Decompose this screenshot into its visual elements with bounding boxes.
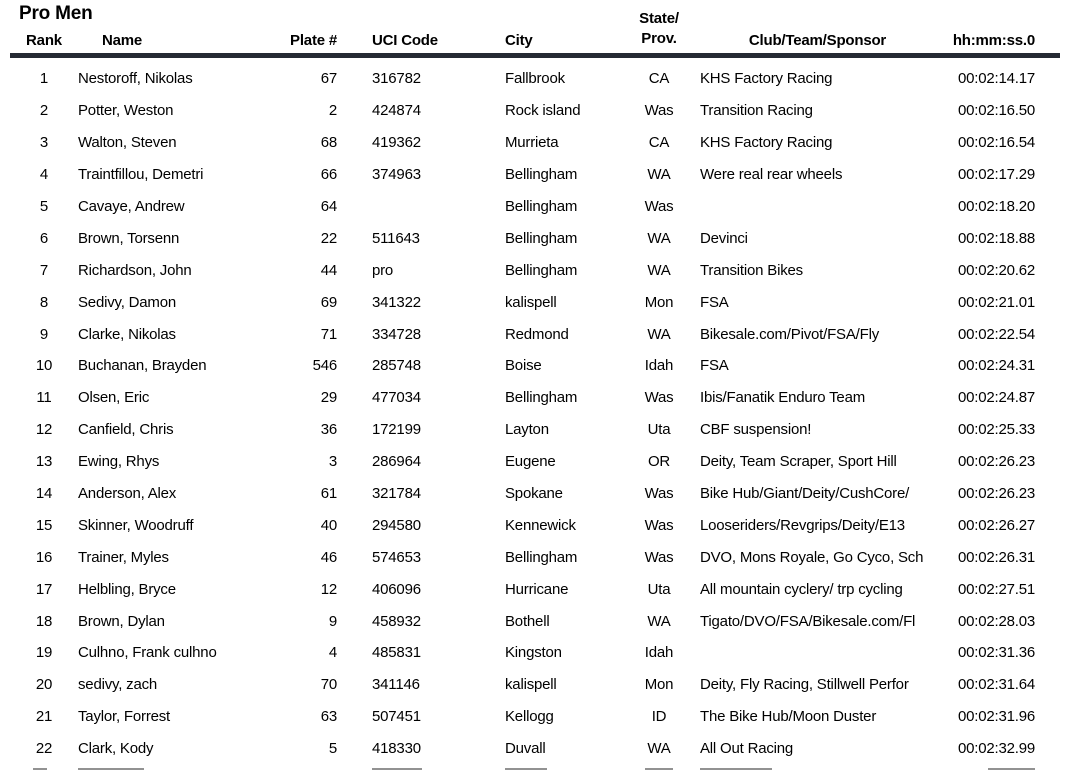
table-row: [10, 605, 1060, 637]
column-header-plate: Plate #: [290, 32, 337, 49]
cell-name: Richardson, John: [78, 261, 192, 279]
cell-plate: 69: [320, 293, 337, 311]
table-row: [10, 254, 1060, 286]
cell-rank: 1: [39, 70, 49, 88]
cell-name: Skinner, Woodruff: [78, 516, 194, 534]
cell-uci-code: 507451: [372, 708, 421, 726]
cell-plate: 66: [320, 166, 337, 184]
cell-name: Clarke, Nikolas: [78, 325, 176, 343]
cell-rank: 3: [39, 134, 49, 152]
cell-name: Potter, Weston: [78, 102, 174, 120]
cell-state-prov: Uta: [647, 421, 671, 439]
table-row: [10, 191, 1060, 223]
cell-time: 00:02:26.27: [957, 516, 1035, 534]
column-header-rank: Rank: [26, 32, 62, 49]
cell-club-team-sponsor: Looseriders/Revgrips/Deity/E13: [700, 516, 905, 534]
cell-uci-code: 341322: [372, 293, 421, 311]
cell-time: 00:02:32.99: [957, 740, 1035, 758]
cell-rank: 10: [35, 357, 53, 375]
cell-state-prov: ID: [651, 708, 667, 726]
cell-city: Redmond: [505, 325, 569, 343]
cell-rank: 9: [39, 325, 49, 343]
cell-name: Anderson, Alex: [78, 485, 177, 503]
cell-time: 00:02:27.51: [957, 580, 1035, 598]
cell-uci-code: 334728: [372, 325, 421, 343]
table-row: [10, 95, 1060, 127]
cell-uci-code: 424874: [372, 102, 421, 120]
cell-time: 00:02:18.88: [957, 229, 1035, 247]
cell-rank: 7: [39, 261, 49, 279]
cell-name: Taylor, Forrest: [78, 708, 171, 726]
cell-club-team-sponsor: CBF suspension!: [700, 421, 812, 439]
cell-club-team-sponsor: Deity, Fly Racing, Stillwell Perfor: [700, 676, 909, 694]
cell-plate: 63: [320, 708, 337, 726]
column-header-state-prov: [638, 9, 680, 50]
cell-city: Bellingham: [505, 229, 578, 247]
cell-state-prov: Idah: [644, 357, 674, 375]
table-row: [10, 573, 1060, 605]
cell-club-team-sponsor: FSA: [700, 293, 729, 311]
table-row: [10, 701, 1060, 733]
cell-club-team-sponsor: KHS Factory Racing: [700, 70, 833, 88]
table-row: [10, 478, 1060, 510]
cell-state-prov: Idah: [644, 644, 674, 662]
cell-plate: 67: [320, 70, 337, 88]
table-row: [10, 541, 1060, 573]
cell-name: Walton, Steven: [78, 134, 177, 152]
cell-uci-code: 341146: [372, 676, 420, 694]
cell-name: Trainer, Myles: [78, 548, 169, 566]
cell-uci-code: 286964: [372, 453, 421, 471]
cell-club-team-sponsor: All mountain cyclery/ trp cycling: [700, 580, 903, 598]
cell-time: 00:02:26.23: [957, 485, 1035, 503]
cell-state-prov: CA: [648, 70, 670, 88]
cell-plate: 36: [320, 421, 337, 439]
cell-club-team-sponsor: Devinci: [700, 229, 748, 247]
cell-plate: 5: [328, 740, 337, 758]
cell-name: Brown, Torsenn: [78, 229, 180, 247]
cell-time: 00:02:16.54: [957, 134, 1035, 152]
table-row: [10, 127, 1060, 159]
cell-time: 00:02:18.20: [957, 198, 1035, 215]
cell-city: Rock island: [505, 102, 581, 120]
cell-name: Nestoroff, Nikolas: [78, 70, 193, 88]
table-row: [10, 63, 1060, 95]
cell-city: Eugene: [505, 453, 556, 471]
cell-time: 00:02:14.17: [957, 70, 1035, 88]
cell-name: Brown, Dylan: [78, 612, 165, 630]
cell-state-prov: Was: [644, 485, 674, 503]
table-row: [10, 286, 1060, 318]
table-row: [10, 382, 1060, 414]
cell-city: Hurricane: [505, 580, 569, 598]
cell-state-prov: Uta: [647, 580, 671, 598]
cell-plate: 46: [320, 548, 337, 566]
cell-plate: 12: [320, 580, 337, 598]
cell-plate: 9: [328, 612, 337, 630]
cell-plate: 29: [320, 389, 337, 407]
cell-city: Bellingham: [505, 198, 578, 215]
cell-plate: 70: [320, 676, 337, 694]
cell-state-prov: Was: [644, 198, 674, 215]
cell-city: Bellingham: [505, 261, 578, 279]
cell-rank: 21: [35, 708, 53, 726]
cell-plate: 40: [320, 516, 337, 534]
cell-club-team-sponsor: FSA: [700, 357, 729, 375]
cell-uci-code: 477034: [372, 389, 421, 407]
cell-name: Traintfillou, Demetri: [78, 166, 204, 184]
cell-time: 00:02:31.36: [957, 644, 1035, 662]
cell-uci-code: 374963: [372, 166, 421, 184]
cell-time: 00:02:16.50: [957, 102, 1035, 120]
cell-rank: 11: [36, 389, 52, 407]
cell-plate: 2: [328, 102, 337, 120]
cell-name: Sedivy, Damon: [78, 293, 176, 311]
cell-state-prov: CA: [648, 134, 670, 152]
column-header-city: City: [505, 32, 533, 49]
cell-state-prov: WA: [647, 229, 671, 247]
cell-rank: 8: [39, 293, 49, 311]
cell-name: Olsen, Eric: [78, 389, 150, 407]
table-row: [10, 446, 1060, 478]
cell-club-team-sponsor: DVO, Mons Royale, Go Cyco, Sch: [700, 548, 924, 566]
cell-plate: 3: [328, 453, 337, 471]
cell-city: Layton: [505, 421, 549, 439]
table-row: [10, 318, 1060, 350]
cell-rank: 6: [39, 229, 49, 247]
table-row: [10, 222, 1060, 254]
cell-plate: 546: [312, 357, 337, 375]
cell-rank: 5: [39, 198, 49, 215]
cell-rank: 16: [35, 548, 53, 566]
cell-time: 00:02:31.96: [957, 708, 1035, 726]
cell-rank: 17: [35, 580, 53, 598]
cell-time: 00:02:22.54: [957, 325, 1035, 343]
cell-city: Spokane: [505, 485, 563, 503]
column-header-uci-code: UCI Code: [372, 32, 438, 49]
cell-time: 00:02:24.87: [957, 389, 1035, 407]
cell-rank: 15: [35, 516, 53, 534]
table-row: [10, 509, 1060, 541]
cell-state-prov: WA: [647, 612, 671, 630]
cell-time: 00:02:24.31: [957, 357, 1035, 375]
cell-time: 00:02:17.29: [957, 166, 1035, 184]
cell-uci-code: 321784: [372, 485, 421, 503]
cell-club-team-sponsor: Transition Bikes: [700, 261, 803, 279]
cell-name: sedivy, zach: [78, 676, 158, 694]
cell-plate: 71: [320, 325, 337, 343]
cell-state-prov: Was: [644, 389, 674, 407]
cell-uci-code: 574653: [372, 548, 421, 566]
cell-club-team-sponsor: Bikesale.com/Pivot/FSA/Fly: [700, 325, 880, 343]
cell-uci-code: 418330: [372, 740, 421, 758]
cell-name: Culhno, Frank culhno: [78, 644, 217, 662]
cell-uci-code: 485831: [372, 644, 421, 662]
cell-state-prov: Was: [644, 516, 674, 534]
cell-state-prov: Was: [644, 102, 674, 120]
cell-time: 00:02:28.03: [957, 612, 1035, 630]
cell-time: 00:02:26.23: [957, 453, 1035, 471]
cell-name: Helbling, Bryce: [78, 580, 176, 598]
table-header-row: [10, 6, 1060, 58]
cell-club-team-sponsor: The Bike Hub/Moon Duster: [700, 708, 877, 726]
cell-rank: 19: [35, 644, 53, 662]
cell-state-prov: OR: [647, 453, 671, 471]
cell-time: 00:02:20.62: [957, 261, 1035, 279]
cell-time: 00:02:25.33: [957, 421, 1035, 439]
cell-rank: 22: [35, 740, 53, 758]
column-header-state-line1: State/: [639, 9, 679, 27]
cell-time: 00:02:26.31: [957, 548, 1035, 566]
cell-city: kalispell: [505, 293, 557, 311]
cell-uci-code: 172199: [372, 421, 421, 439]
table-row: [10, 350, 1060, 382]
cell-city: Fallbrook: [505, 70, 565, 88]
cell-city: kalispell: [505, 676, 557, 694]
cell-rank: 4: [39, 166, 49, 184]
cell-plate: 44: [320, 261, 337, 279]
column-header-club-team-sponsor: Club/Team/Sponsor: [748, 32, 887, 49]
cell-uci-code: 419362: [372, 134, 421, 152]
cell-club-team-sponsor: Tigato/DVO/FSA/Bikesale.com/Fl: [700, 612, 916, 630]
cell-plate: 22: [320, 229, 337, 247]
cell-club-team-sponsor: KHS Factory Racing: [700, 134, 833, 152]
cell-rank: 2: [39, 102, 49, 120]
cell-state-prov: Was: [644, 548, 674, 566]
table-row: [10, 414, 1060, 446]
cell-name: Ewing, Rhys: [78, 453, 160, 471]
table-row: [10, 637, 1060, 669]
cell-club-team-sponsor: Deity, Team Scraper, Sport Hill: [700, 453, 897, 471]
cell-city: Boise: [505, 357, 542, 375]
column-header-name: Name: [102, 32, 143, 49]
column-header-time: hh:mm:ss.0: [952, 32, 1035, 49]
cell-plate: 61: [320, 485, 337, 503]
cell-name: Clark, Kody: [78, 740, 154, 758]
cell-rank: 13: [35, 453, 53, 471]
cell-rank: 18: [35, 612, 53, 630]
cell-plate: 4: [328, 644, 337, 662]
cell-name: Canfield, Chris: [78, 421, 174, 439]
cell-club-team-sponsor: Were real rear wheels: [700, 166, 843, 184]
cell-state-prov: WA: [647, 261, 671, 279]
cell-uci-code: 316782: [372, 70, 421, 88]
cell-rank: 20: [35, 676, 53, 694]
cell-time: 00:02:21.01: [957, 293, 1035, 311]
cell-club-team-sponsor: All Out Racing: [700, 740, 794, 758]
cell-name: Cavaye, Andrew: [78, 198, 185, 215]
cell-state-prov: Mon: [644, 293, 674, 311]
cell-city: Bellingham: [505, 548, 578, 566]
cell-uci-code: 511643: [372, 229, 420, 247]
cell-uci-code: pro: [372, 261, 394, 279]
cell-plate: 64: [320, 198, 337, 215]
cell-rank: 12: [35, 421, 53, 439]
cell-state-prov: WA: [647, 166, 671, 184]
cell-club-team-sponsor: Transition Racing: [700, 102, 813, 120]
cell-club-team-sponsor: Bike Hub/Giant/Deity/CushCore/: [700, 485, 910, 503]
cell-city: Murrieta: [505, 134, 559, 152]
cell-city: Kellogg: [505, 708, 554, 726]
cell-state-prov: Mon: [644, 676, 674, 694]
cell-rank: 14: [35, 485, 53, 503]
table-row: [10, 159, 1060, 191]
column-header-state-line2: Prov.: [641, 29, 677, 47]
cell-city: Kingston: [505, 644, 562, 662]
cell-plate: 68: [320, 134, 337, 152]
cell-city: Bellingham: [505, 389, 578, 407]
page-title: Pro Men: [19, 3, 93, 24]
cell-state-prov: WA: [647, 740, 671, 758]
cell-uci-code: 406096: [372, 580, 421, 598]
cell-uci-code: 458932: [372, 612, 421, 630]
cell-name: Buchanan, Brayden: [78, 357, 207, 375]
cell-city: Bothell: [505, 612, 550, 630]
cell-city: Bellingham: [505, 166, 578, 184]
table-row: [10, 669, 1060, 701]
table-row: [10, 733, 1060, 765]
cell-uci-code: 285748: [372, 357, 421, 375]
cell-club-team-sponsor: Ibis/Fanatik Enduro Team: [700, 389, 866, 407]
cell-city: Duvall: [505, 740, 546, 758]
cell-state-prov: WA: [647, 325, 671, 343]
cell-uci-code: 294580: [372, 516, 421, 534]
table-body: [10, 63, 1060, 765]
cell-time: 00:02:31.64: [957, 676, 1035, 694]
cell-city: Kennewick: [505, 516, 576, 534]
